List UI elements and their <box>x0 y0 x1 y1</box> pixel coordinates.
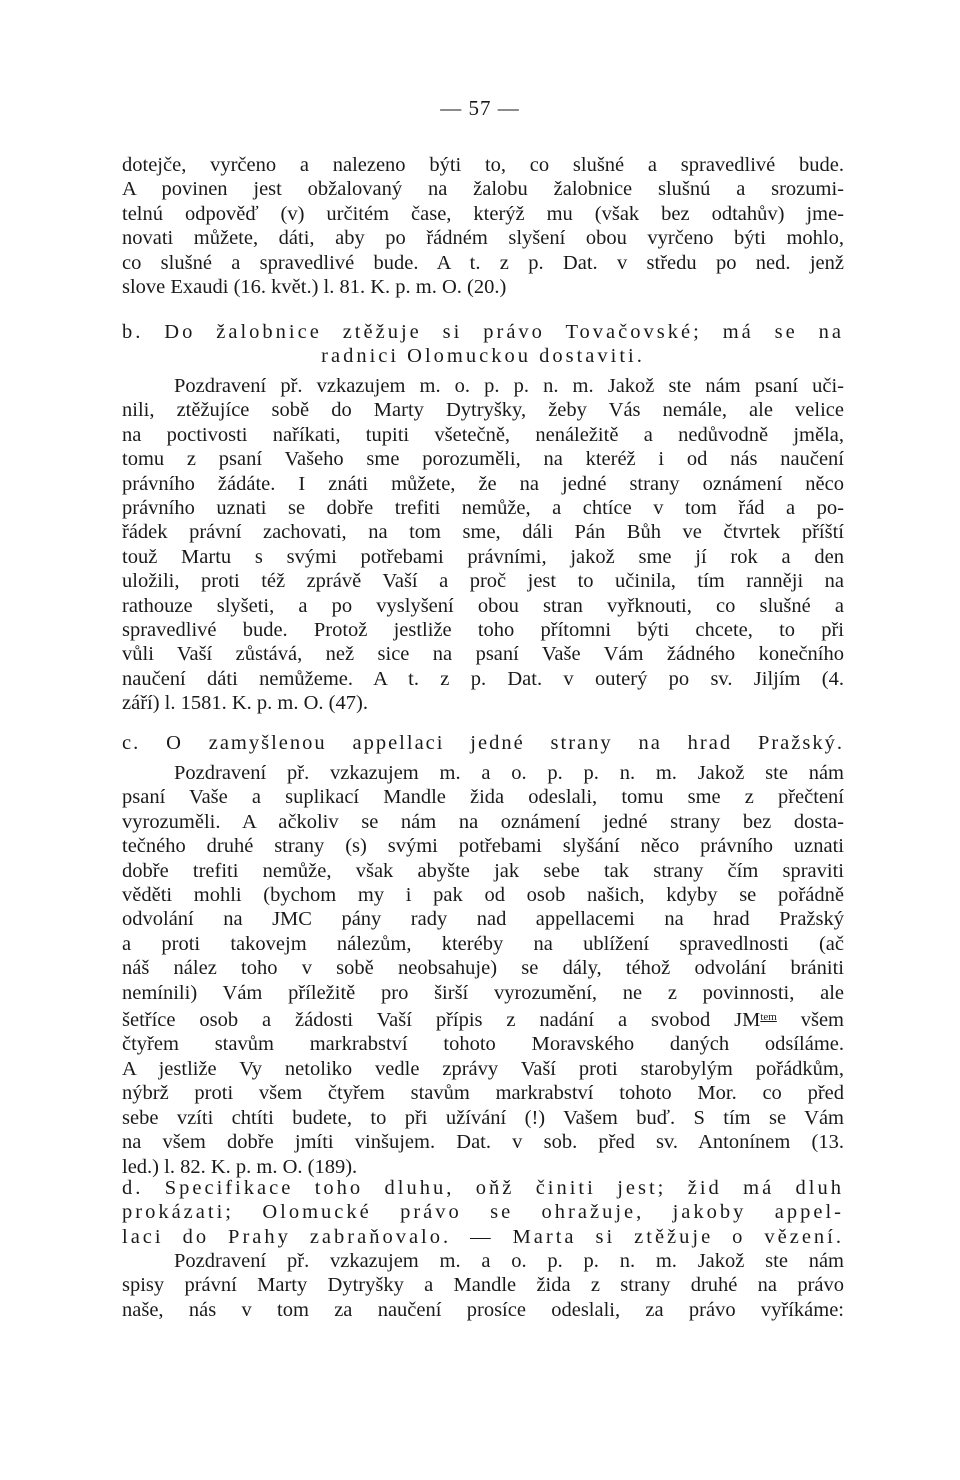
heading-line: prokázati; Olomucké právo se ohražuje, jakoby appel- <box>122 1201 844 1224</box>
paragraph-d <box>122 1249 844 1322</box>
text-line: řádek právní zachovati, na tom sme, dáli Pán Bůh ve čtvrtek příští <box>122 521 844 544</box>
text-line: nemínili) Vám příležitě pro širší vyrozumění, ne z povinnosti, ale <box>122 981 844 1004</box>
text-line: právního žádáte. I znáti můžete, že na jedné strany oznámení něco <box>122 472 844 495</box>
text-span: šetříce osob a žádosti Vaší přípis z nadání a svobod JM <box>122 1009 761 1032</box>
text-line: nili, ztěžujíce sobě do Marty Dytryšky, žeby Vás nemále, ale velice <box>122 399 844 422</box>
section-heading-d <box>122 1176 844 1249</box>
text-line: A povinen jest obžalovaný na žalobu žalobnice slušnú a srozumi- <box>122 178 844 201</box>
text-line: a proti takovejm nálezům, kteréby na ublížení spravedlnosti (ač <box>122 932 844 955</box>
text-line: Pozdravení př. vzkazujem m. o. p. p. n. m. Jakož ste nám psaní uči- <box>174 375 844 397</box>
text-line: právního uznati se dobře trefiti nemůže, a chtíce v tom řád a po- <box>122 497 844 520</box>
text-line: dobře trefiti nemůže, však abyšte jak sebe tak strany čím spraviti <box>122 859 844 882</box>
text-line: naše, nás v tom za naučení prosíce odeslali, za právo vyříkáme: <box>122 1298 844 1321</box>
text-line: vyrozuměli. A ačkoliv se nám na oznámení jedné strany bez dosta- <box>122 810 844 833</box>
section-heading-b <box>122 320 844 369</box>
text-line: telnú odpověď (v) určitém čase, kterýž mu (však bez odtahův) jme- <box>122 202 844 225</box>
text-line: slove Exaudi (16. květ.) l. 81. K. p. m. O. (20.) <box>122 276 507 299</box>
text-line: čtyřem stavům markrabství tohoto Moravského daných odsíláme. <box>122 1033 844 1056</box>
text-line: naučení dáti nemůžeme. A t. z p. Dat. v outerý po sv. Jiljím (4. <box>122 667 844 690</box>
heading-line: laci do Prahy zabraňovalo. — Marta si ztěžuje o vězení. <box>122 1225 844 1248</box>
text-line-with-superscript <box>122 1005 844 1032</box>
heading-line: radnici Olomuckou dostaviti. <box>321 345 645 368</box>
text-line: psaní Vaše a suplikací Mandle žida odeslali, tomu sme z přečtení <box>122 786 844 809</box>
text-line: led.) l. 82. K. p. m. O. (189). <box>122 1155 358 1178</box>
text-line: tomu z psaní Vašeho sme porozuměli, na kteréž i od nás naučení <box>122 448 844 471</box>
heading-line: d. Specifikace toho dluhu, oňž činiti jest; žid má dluh <box>122 1177 844 1199</box>
text-line: na všem dobře jmíti vinšujem. Dat. v sob. před sv. Antonínem (13. <box>122 1131 844 1154</box>
text-line: rathouze slyšeti, a po vyslyšení obou stran vyřknouti, co slušné a <box>122 594 844 617</box>
superscript-abbreviation: tem <box>760 1011 777 1024</box>
text-line: Pozdravení př. vzkazujem m. a o. p. p. n. m. Jakož ste nám <box>174 762 844 784</box>
paragraph-a <box>122 153 844 299</box>
text-line: novati můžete, dáti, aby po řádném slyšení obou vyrčeno býti mohlo, <box>122 227 844 250</box>
paragraph-b <box>122 374 844 716</box>
text-line: náš nález toho v sobě neobsahuje) se dály, téhož odvolání brániti <box>122 957 844 980</box>
text-span: všem <box>800 1009 844 1032</box>
text-line: tečného druhé strany (s) svými potřebami slyšání něco právního uznati <box>122 835 844 858</box>
text-line: odvolání na JMC pány rady nad appellacemi na hrad Pražský <box>122 908 844 931</box>
heading-line: b. Do žalobnice ztěžuje si právo Tovačovské; má se na <box>122 321 844 343</box>
text-line: co slušné a spravedlivé bude. A t. z p. Dat. v středu po ned. jenž <box>122 251 844 274</box>
page-number: — 57 — <box>440 96 520 120</box>
section-heading-c <box>122 731 844 755</box>
text-line: září) l. 1581. K. p. m. O. (47). <box>122 692 368 715</box>
text-line: na poctivosti naříkati, tupiti všetečně, nenáležitě a nedůvodně jměla, <box>122 423 844 446</box>
text-line: věděti mohli (bychom my i pak od osob našich, kdyby se pořádně <box>122 884 844 907</box>
text-line: sebe vzíti chtíti budete, to při užívání (!) Vašem buď. S tím se Vám <box>122 1106 844 1129</box>
text-line: nýbrž proti všem čtyřem stavům markrabství tohoto Mor. co před <box>122 1082 844 1105</box>
heading-line: c. O zamyšlenou appellaci jedné strany na hrad Pražský. <box>122 732 844 754</box>
text-line: vůli Vaší zůstává, než sice na psaní Vaše Vám žádného konečního <box>122 643 844 666</box>
text-line: uložili, proti též zprávě Vaší a proč jest to učinila, tím ranněji na <box>122 570 844 593</box>
text-line: spravedlivé bude. Protož jestliže toho přítomni býti chcete, to při <box>122 619 844 642</box>
text-line: dotejče, vyrčeno a nalezeno býti to, co slušné a spravedlivé bude. <box>122 154 844 176</box>
paragraph-c <box>122 761 844 1179</box>
text-line: touž Martu s svými potřebami právními, jakož sme jí rok a den <box>122 545 844 568</box>
text-line: spisy právní Marty Dytryšky a Mandle žida z strany druhé na právo <box>122 1274 844 1297</box>
text-line: Pozdravení př. vzkazujem m. a o. p. p. n. m. Jakož ste nám <box>174 1250 844 1272</box>
text-line: A jestliže Vy netoliko vedle zprávy Vaší proti starobylým pořádkům, <box>122 1057 844 1080</box>
